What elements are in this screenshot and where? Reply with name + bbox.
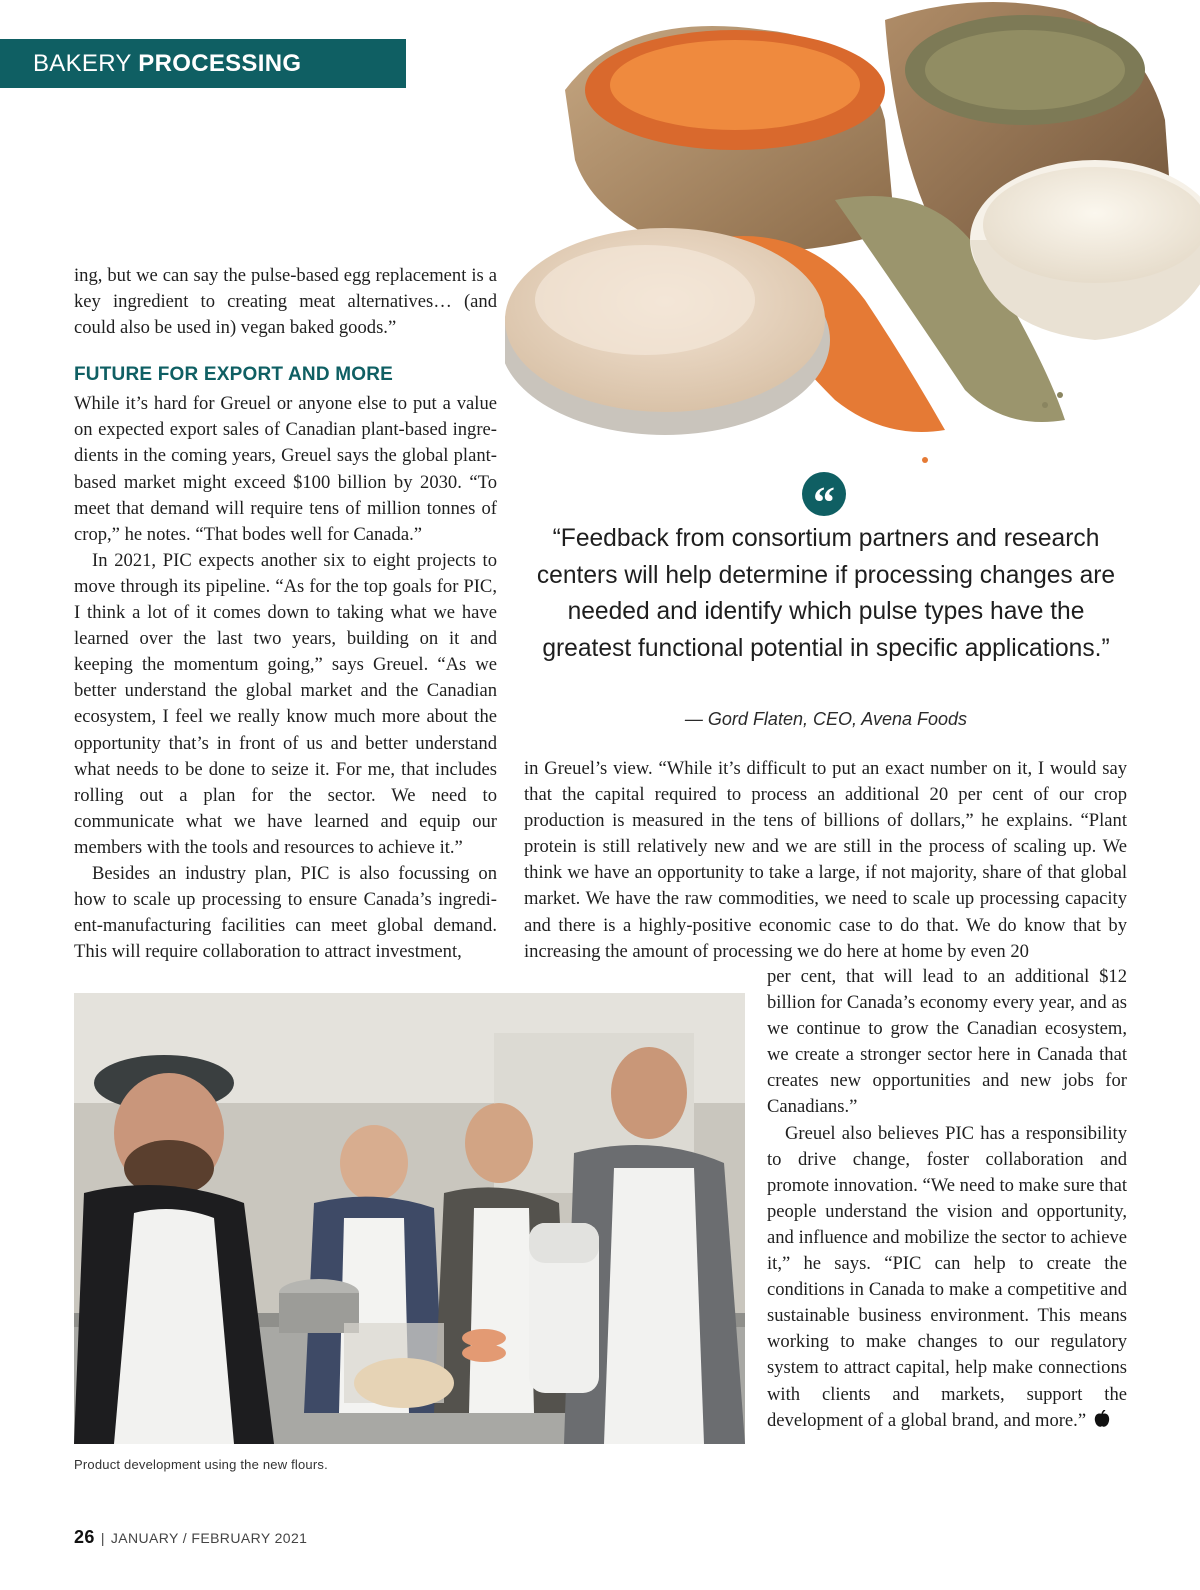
section-label: BAKERY — [33, 50, 132, 77]
section-subhead: FUTURE FOR EXPORT AND MORE — [74, 364, 394, 386]
page-footer — [74, 1527, 574, 1548]
kitchen-photo — [74, 993, 745, 1444]
right-paragraph-2 — [767, 1121, 1127, 1434]
pull-quote: “Feedback from consortium partners and research centers will help determine if processing changes are needed and identify which pulse types have the greatest functional potential in specific applications.” — [536, 525, 1116, 662]
right-column-bottom — [767, 964, 1127, 1434]
quote-mark-icon: “ — [802, 472, 846, 516]
right-paragraph-1: in Greuel’s view. “While it’s difficult to put an exact number on it, I would say that the capital required to process an additional 20 per cent of our crop production is measured in the tens of billions of dollars,” he explains. “Plant protein is still relatively new and we are still in the process of scaling up. We think we have an opportunity to take a large, if not majority, share of that global market. We have the raw commodities, we need to scale up processing capacity and there is a highly-positive economic case to do that. We do know that by increasing the amount of processing we do here at home by even 20 — [524, 758, 1127, 962]
section-header — [0, 39, 406, 88]
right-paragraph-2-text: Greuel also believes PIC has a responsibility to drive change, foster collaboration and promote innovation. “We need to make sure that people understand the vision and opportunity, and influence and mobilize the sector to achieve it,” he says. “PIC can help to create the conditions in Canada to make a competitive and sustainable business environment. This means working to make changes to our regulatory system to attract capital, help make connections with clients and markets, support the development of a global brand, and more.” — [767, 1122, 1127, 1431]
photo-caption: Product development using the new flours. — [74, 1457, 328, 1472]
left-column — [74, 263, 497, 965]
issue-date: JANUARY / FEBRUARY 2021 — [110, 1530, 308, 1546]
pulses-hero-image — [505, 0, 1200, 470]
footer-separator: | — [100, 1530, 105, 1546]
left-paragraph-3: In 2021, PIC expects another six to eight projects to move through its pipeline. “As for the top goals for PIC, I think a lot of it comes down to taking what we have learned over the last two years, building on it and keeping the momentum going,” says Greuel. “As we better understand the global market and the Canadian ecosystem, I feel we really know much more about the opportunity that’s in front of us and better understand what needs to be done to seize it. For me, that includes rolling out a plan for the sector. We need to communicate what we have learned and equip our members with the tools and resources to achieve it.” — [74, 549, 497, 858]
right-column-top — [524, 756, 1127, 965]
section-label-bold: PROCESSING — [138, 50, 302, 77]
end-mark-icon — [1094, 1410, 1110, 1428]
page-number: 26 — [74, 1527, 95, 1547]
left-paragraph-2: While it’s hard for Greuel or anyone else to put a value on expected export sales of Canadian plant-based ingredients in the coming years, Greuel says the global plant-based market might exceed $100 billion by 2030. “To meet that demand will require tens of million tonnes of crop,” he notes. “That bodes well for Canada.” — [74, 393, 497, 545]
pull-quote-attribution: — Gord Flaten, CEO, Avena Foods — [684, 709, 968, 729]
left-paragraph-1: ing, but we can say the pulse-based egg replacement is a key ingredient to creating meat alternatives… (and could also be used in) vegan baked goods.” — [74, 265, 497, 339]
right-paragraph-1-continued: per cent, that will lead to an additional $12 billion for Canada’s economy every year, and as we continue to grow the Canadian ecosystem, we create a stronger sector here in Canada that creates new opportunities and new jobs for Canadians.” — [767, 966, 1127, 1118]
left-paragraph-4: Besides an industry plan, PIC is also focussing on how to scale up processing to ensure Canada’s ingredient-manufacturing facilities can meet global demand. This will require collaboration to attract investment, — [74, 862, 497, 963]
